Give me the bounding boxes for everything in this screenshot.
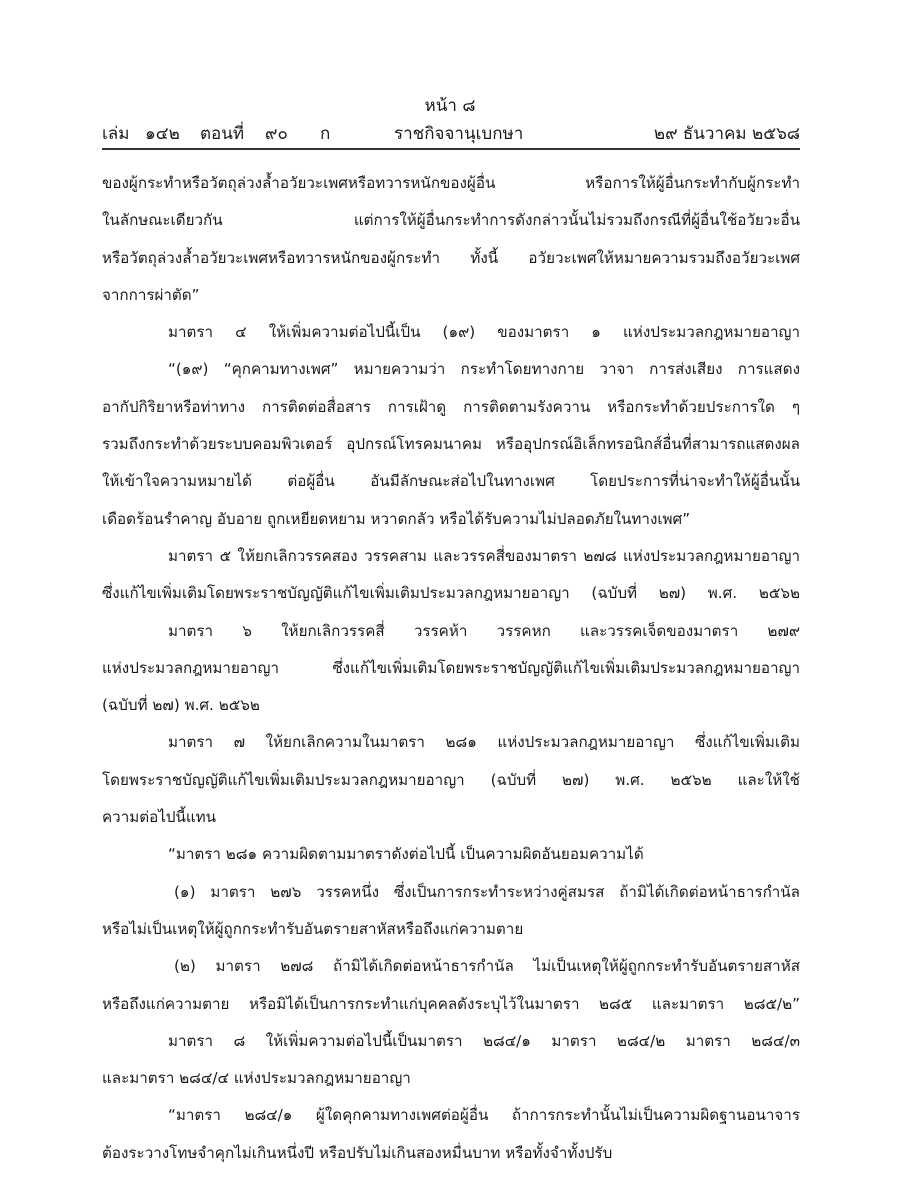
text-line: ของผู้กระทำหรือวัตถุล่วงล้ำอวัยวะเพศหรือทวารหนักของผู้อื่น หรือการให้ผู้อื่นกระทำกับผู้กระทำ — [102, 174, 800, 192]
text-line: (๑) มาตรา ๒๗๖ วรรคหนึ่ง ซึ่งเป็นการกระทำระหว่างคู่สมรส ถ้ามิได้เกิดต่อหน้าธารกำนัล — [174, 882, 800, 901]
text-line: หรือไม่เป็นเหตุให้ผู้ถูกกระทำรับอันตรายสาหัสหรือถึงแก่ความตาย — [102, 919, 524, 938]
text-line: ซึ่งแก้ไขเพิ่มเติมโดยพระราชบัญญัติแก้ไขเพิ่มเติมประมวลกฎหมายอาญา (ฉบับที่ ๒๗) พ.ศ. ๒๕๖๒ — [102, 584, 800, 603]
text-line: “มาตรา ๒๘๔/๑ ผู้ใดคุกคามทางเพศต่อผู้อื่น ถ้าการกระทำนั้นไม่เป็นความผิดฐานอนาจาร — [168, 1106, 800, 1125]
document-body — [102, 168, 800, 1175]
text-line: หรือถึงแก่ความตาย หรือมิได้เป็นการกระทำแก่บุคคลดังระบุไว้ในมาตรา ๒๘๕ และมาตรา ๒๘๕/๒” — [102, 994, 800, 1013]
volume-label: เล่ม — [102, 124, 130, 144]
text-line: “มาตรา ๒๘๑ ความผิดตามมาตราดังต่อไปนี้ เป็นความผิดอันยอมความได้ — [168, 845, 644, 864]
volume-number: ๑๔๒ — [145, 124, 180, 144]
text-line: เดือดร้อนรำคาญ อับอาย ถูกเหยียดหยาม หวาดกลัว หรือได้รับความไม่ปลอดภัยในทางเพศ” — [102, 509, 691, 528]
text-line: มาตรา ๗ ให้ยกเลิกความในมาตรา ๒๘๑ แห่งประมวลกฎหมายอาญา ซึ่งแก้ไขเพิ่มเติม — [168, 733, 800, 752]
text-line: “(๑๙) “คุกคามทางเพศ” หมายความว่า กระทำโดยทางกาย วาจา การส่งเสียง การแสดง — [168, 360, 800, 379]
text-line: หรือวัตถุล่วงล้ำอวัยวะเพศหรือทวารหนักของผู้กระทำ ทั้งนี้ อวัยวะเพศให้หมายความรวมถึงอวัยวะเพศ — [102, 248, 800, 267]
page-number: หน้า ๘ — [424, 96, 476, 116]
text-line: และมาตรา ๒๘๔/๔ แห่งประมวลกฎหมายอาญา — [102, 1069, 411, 1088]
issue-suffix: ก — [320, 124, 331, 144]
gazette-header — [102, 120, 800, 144]
text-line: มาตรา ๕ ให้ยกเลิกวรรคสอง วรรคสาม และวรรคสี่ของมาตรา ๒๗๘ แห่งประมวลกฎหมายอาญา — [168, 546, 800, 565]
issue-label: ตอนที่ — [200, 124, 245, 144]
text-line: (๒) มาตรา ๒๗๘ ถ้ามิได้เกิดต่อหน้าธารกำนัล ไม่เป็นเหตุให้ผู้ถูกกระทำรับอันตรายสาหัส — [174, 957, 800, 976]
text-line: มาตรา ๖ ให้ยกเลิกวรรคสี่ วรรคห้า วรรคหก และวรรคเจ็ดของมาตรา ๒๗๙ — [168, 621, 800, 640]
text-line: มาตรา ๘ ให้เพิ่มความต่อไปนี้เป็นมาตรา ๒๘๔/๑ มาตรา ๒๘๔/๒ มาตรา ๒๘๔/๓ — [168, 1031, 800, 1050]
text-line: มาตรา ๔ ให้เพิ่มความต่อไปนี้เป็น (๑๙) ของมาตรา ๑ แห่งประมวลกฎหมายอาญา — [168, 323, 800, 342]
text-line: จากการผ่าตัด” — [102, 285, 200, 304]
publication-date: ๒๙ ธันวาคม ๒๕๖๘ — [653, 124, 800, 144]
header-rule — [102, 148, 800, 150]
text-line: ต้องระวางโทษจำคุกไม่เกินหนึ่งปี หรือปรับไม่เกินสองหมื่นบาท หรือทั้งจำทั้งปรับ — [102, 1143, 613, 1162]
issue-number: ๙๐ — [265, 124, 288, 144]
text-line: ให้เข้าใจความหมายได้ ต่อผู้อื่น อันมีลักษณะส่อไปในทางเพศ โดยประการที่น่าจะทำให้ผู้อื่นนั้น — [102, 472, 800, 491]
text-line: แห่งประมวลกฎหมายอาญา ซึ่งแก้ไขเพิ่มเติมโดยพระราชบัญญัติแก้ไขเพิ่มเติมประมวลกฎหมายอาญา — [102, 658, 800, 677]
text-line: (ฉบับที่ ๒๗) พ.ศ. ๒๕๖๒ — [102, 696, 260, 715]
text-line: โดยพระราชบัญญัติแก้ไขเพิ่มเติมประมวลกฎหมายอาญา (ฉบับที่ ๒๗) พ.ศ. ๒๕๖๒ และให้ใช้ — [102, 770, 800, 789]
gazette-name: ราชกิจจานุเบกษา — [394, 124, 524, 144]
text-line: ความต่อไปนี้แทน — [102, 808, 217, 827]
text-line: รวมถึงกระทำด้วยระบบคอมพิวเตอร์ อุปกรณ์โทรคมนาคม หรืออุปกรณ์อิเล็กทรอนิกส์อื่นที่สามารถแสดงผล — [102, 435, 800, 454]
text-line: ในลักษณะเดียวกัน แต่การให้ผู้อื่นกระทำการดังกล่าวนั้นไม่รวมถึงกรณีที่ผู้อื่นใช้อวัยวะอื่น — [102, 211, 800, 230]
text-line: อากัปกิริยาหรือท่าทาง การติดต่อสื่อสาร การเฝ้าดู การติดตามรังควาน หรือกระทำด้วยประการใด ๆ — [102, 397, 800, 416]
